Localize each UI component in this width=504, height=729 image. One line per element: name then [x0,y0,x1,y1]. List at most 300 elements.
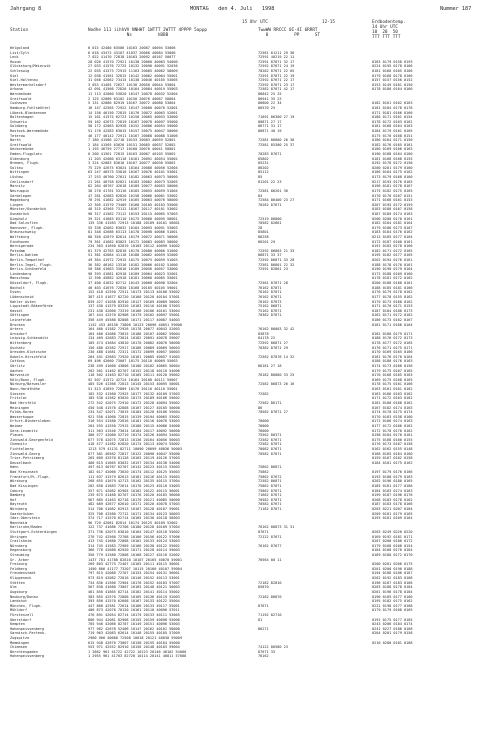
weather-groups: 86800 22 34 [258,101,282,106]
station-name: Fichtelberg [10,447,34,452]
weather-groups: 72581 86800 26 36 [258,138,295,143]
synop-groups: 497 613 40767 62707 10142 20123 40115 53003 [88,465,180,470]
station-name: Dresden-Klotzsche [10,350,47,355]
soil-temperature: 0188 0176 0172 0173 [372,336,413,341]
station-name: Chemnitz [10,442,28,447]
soil-temperature: 0174 0173 0166 0156 [372,364,413,369]
synop-groups: 316 554 41580 72816 10181 20116 40078 53003 [88,419,180,424]
synop-groups: 111 637 41579 82613 10181 20116 40115 55003 [88,474,180,479]
soil-temperature: 0195 0182 0177 0165 [372,253,413,258]
synop-groups: 5 131 42080 82919 10167 20072 40080 53004 [88,101,176,106]
soil-temperature: 0170 0163 0158 0160 [372,414,413,419]
soil-temperature: 0187 0189 0174 0163 [372,211,413,216]
station-name: Berlin-Tempelhof [10,258,45,263]
weather-groups: 70582 87671 [258,497,282,502]
station-name: Augsburg [10,589,28,594]
synop-groups: 311 563 41546 73014 10184 20117 40092 50000 [88,428,180,433]
synop-groups: 615 948 42670 73007 10158 20155 40104 55000 [88,640,180,645]
soil-temperature: 0188 0178 0170 0161 [372,262,413,267]
weather-groups: 28 [258,225,263,230]
weather-groups: 76564 00 11 [258,557,282,562]
soil-temperature: 0172 0166 0174 0163 [372,419,413,424]
synop-groups: 28 026 41570 72921 10138 20060 40063 54000 [88,59,178,64]
weather-groups: 85112 [258,170,269,175]
synop-groups: 387 415 41677 82720 10160 20120 40104 57001 [88,294,180,299]
weather-groups: 70582 82661 [258,221,282,226]
synop-groups: 202 501 41462 82707 10152 20118 40110 54006 [88,368,180,373]
weather-groups: 72591 87671 32 17 [258,59,295,64]
weather-groups: 72582 86873 26 16 [258,382,295,387]
soil-temperature: 0153 0149 0161 0150 [372,82,413,87]
soil-temperature: 0222 0198 0177 0168 [372,603,413,608]
volume-label: Jahrgang 8 [10,6,42,12]
period-label: 12-15 [322,20,335,25]
synop-groups: 265 609 42570 81128 10163 20119 40126 57003 [88,456,180,461]
weather-groups: 76162 86003 32 42 [258,327,295,332]
weather-groups: 71682 87671 [258,493,282,498]
synop-groups: 371 738 42075 63010 10164 20147 40118 55002 [88,529,180,534]
synop-groups: 46 177 46142 72911 10167 20068 40088 51006 [88,133,178,138]
weather-groups: 86271 [258,626,269,631]
station-name: Arnsdorf [10,331,28,336]
station-table [0,46,504,659]
soil-temperature: 0209 0181 0179 0165 [372,511,413,516]
synop-groups: 51 381 42084 41118 10188 20062 40059 52000 [88,253,178,258]
soil-temperature: 0201 0196 0178 0164 [372,589,413,594]
soil-temperature: 0182 0184 0181 0164 [372,221,413,226]
soil-temperature: 0186 0171 0161 0154 [372,115,413,120]
synop-groups: 325 708 42580 72712 10171 20134 40123 50003 [88,511,180,516]
synop-groups: 1490 806 41177 73207 10115 20160 40107 59004 [88,566,182,571]
soil-temperature: 0169 0192 0181 0171 [372,534,413,539]
weather-groups: 87671 [258,603,269,608]
station-name: Bonn-Hardthöhe [10,387,40,392]
weather-groups: 70282 87671 [258,202,282,207]
station-name: Kiel [10,73,19,78]
soil-temperature: 0196 0181 0178 0167 [372,184,413,189]
station-name: Hof [10,497,17,502]
synop-groups: 977 962 42678 52406 10147 20162 40101 58000 [88,626,180,631]
synop-groups: 22 305 41570 73409 10168 20105 40103 55000 [88,202,178,207]
soil-temperature: 0181 0184 0178 0176 [372,105,413,110]
weather-groups: 76162 87871 [258,285,282,290]
station-name: Zinnwald-Georgenfeld [10,437,53,442]
soil-temperature: 0196 0185 0177 0160 [372,594,413,599]
synop-groups: 2 184 41565 63026 10151 20085 40037 52002 [88,142,176,147]
weather-groups: 85801 [258,230,269,235]
soil-temperature: 0243 0206 0184 0174 [372,622,413,627]
soil-temperature: 0159 0167 0162 0158 [372,456,413,461]
synop-groups: 185 538 41582 63020 10173 20109 40106 59002 [88,396,180,401]
weather-groups: 72581 86801 22 32 [258,262,295,267]
synop-groups: 134 469 42683 73014 10182 20091 40078 59007 [88,336,180,341]
station-name: Dubeln-Hirschfeld [10,354,47,359]
soil-temperature: 0182 0180 0179 0171 [372,331,413,336]
soil-temperature: 0203 0188 0178 0164 [372,585,413,590]
station-name: Nürnberg [10,506,28,511]
synop-groups: 1437 781 41780 82810 10107 20165 40070 59001 [88,557,182,562]
synop-groups: 393 856 41570 62608 10167 20133 40122 55004 [88,599,180,604]
synop-groups: 14 156 46150 72815 10176 20072 40063 52001 [88,110,178,115]
synop-groups: 806 944 42081 82908 10155 20159 40098 55006 [88,617,180,622]
synop-groups: 238 499 41660 43806 10180 20102 40065 50004 [88,364,180,369]
synop-groups: 350 779 41580 72808 10168 20127 40118 52002 [88,553,180,558]
station-name: Bayreuth [10,502,28,507]
weather-groups: 72582 86871 [258,479,282,484]
soil-temperature: 0203 0221 0207 0184 [372,506,413,511]
soil-temperature: 0172 0170 0170 0162 [372,428,413,433]
synop-groups: 38 270 41761 53116 10183 20055 40059 51004 [88,188,178,193]
synop-groups: 476 891 42054 62714 10179 20133 40111 53005 [88,612,180,617]
station-name: Düsseldorf, Flugh. [10,281,49,286]
weather-groups: 72592 86871 27 [258,341,288,345]
station-name: Saarbrücken [10,511,34,516]
synop-groups: 21 261 46758 62821 10183 20062 40073 52005 [88,179,178,184]
soil-temperature: 0175 0182 0175 0165 [372,188,413,193]
weather-groups: 70582 87671 [258,502,282,507]
weather-groups: 72581 85300 25 37 [258,142,295,147]
station-name: Gera-Leumnitz [10,428,38,433]
weather-groups: 86181 27 18 [258,364,282,369]
station-name: Greifswald [10,142,32,147]
station-name: Garmisch-Partenk. [10,631,47,636]
station-name: Arkona [10,87,23,92]
station-name: Bad Salzuflen [10,221,38,226]
station-name: Kassel [10,308,23,313]
soil-temperature: 0179 0173 0168 0162 [372,299,413,304]
weather-groups: 76162 87677 [258,543,282,548]
station-name: Gr. Arber [10,557,30,562]
synop-groups: 92 507 41572 42724 10164 20108 40111 59007 [88,377,178,382]
station-name: Hohenpeissenberg [10,654,45,659]
soil-temperature: 0200 0188 0188 0161 [372,281,413,286]
station-name: Magdeburg [10,198,30,203]
station-name: Wittenberg [10,341,32,345]
station-name: Glückshurg/Meierwik [10,64,51,69]
soil-temperature: 0179 0168 0168 0154 [372,543,413,548]
weather-groups: 75862 87671 [258,488,282,493]
station-name: Frankfurt/M.-Flugh. [10,474,51,479]
station-name: Chiemsee [10,645,28,650]
soil-temperature: 0176 0179 0178 0162 [372,290,413,295]
soil-temperature: 0203 0249 0220 0220 [372,529,413,534]
synop-groups: 413 745 41680 72808 10162 20133 40124 53003 [88,539,180,544]
synop-groups: 182 532 41560 72925 10177 20132 40109 57003 [88,391,180,396]
synop-groups: 7 180 41586 42718 10153 20083 40059 52001 [88,138,176,143]
issue-number: Nummer 187 [440,6,472,12]
synop-groups: 1213 579 41131 82711 10090 20099 40036 50003 [88,447,182,452]
soil-temperature: 0202 0196 0180 0165 [372,479,413,484]
station-name: Lingen [10,202,23,207]
synop-groups: 76 291 41682 42919 10165 20063 40076 58000 [88,198,178,203]
soil-temperature: 0173 0179 0168 0160 [372,175,413,180]
weather-groups: 72582 [258,391,269,396]
soil-temperature: 0213 0185 0177 0164 [372,234,413,239]
synop-groups: 135 336 41583 72913 10188 20109 40101 58001 [88,221,180,226]
station-name: Eindhoven [10,239,30,244]
synop-groups: 264 555 41550 72915 10180 20115 40086 54000 [88,423,180,428]
station-name: Lindenberg [10,271,32,276]
station-name: Landshut [10,599,28,604]
soil-temperature: 0175 0168 0160 0155 [372,437,413,442]
station-name: Hohenpeissenberg [10,626,45,631]
station-name: Brocken [10,322,25,327]
station-name: Fulda-Horas [10,410,34,415]
soil-temperature: 0181 0168 0168 0155 [372,156,413,161]
weather-groups: 72592 87671 23 17 [258,82,295,87]
weather-groups: 72182 86870 [258,594,282,599]
soil-temperature: 0179 0179 0168 0165 [372,608,413,613]
soil-temperature: 0200 0201 0206 0175 [372,562,413,567]
synop-groups: 3 053 41465 72627 10138 20050 40044 53004 [88,82,176,87]
station-name: Bamberg [10,493,25,498]
station-name: Mühldorf [10,608,28,613]
weather-groups: 71182 87671 [258,506,282,511]
weather-groups: 76162 87671 [258,294,282,299]
soil-temperature: 0191 0183 0178 0166 [372,244,413,249]
weather-groups: 76162 [258,654,269,659]
soil-temperature: 0176 0171 0175 0171 [372,345,413,350]
synop-groups: 921 550 41060 72815 10139 20194 40065 53002 [88,414,180,419]
synop-groups: 356 449 45580 82808 10171 20117 40087 54003 [88,317,180,322]
station-name: Bad Kissingen [10,483,38,488]
weather-groups: 72581 86201 36 [258,188,288,193]
weather-groups: 85870 [258,585,269,590]
weather-groups: 70382 87671 [258,313,282,318]
soil-temperature: 0178 0172 0163 0162 [372,119,413,124]
soil-temperature: 0178 0177 0172 0165 [372,341,413,345]
synop-groups: 719 963 42083 62614 10148 20155 40105 57009 [88,631,180,636]
station-name: Rostock-Warnemünde [10,128,49,133]
synop-groups: 1 2862 961 41722 42722 10123 20146 40102 54000 [88,649,187,654]
synop-groups: 877 578 42075 72813 10136 20164 40056 50003 [88,437,180,442]
synop-groups: 374 717 41570 62714 10165 20130 40118 58003 [88,516,180,521]
synop-groups: 282 658 41683 72614 10170 20123 40110 53003 [88,483,180,488]
synop-groups: 314 700 41082 62913 10167 20128 40107 59001 [88,506,180,511]
synop-groups: 75 229 42675 63024 10164 20080 40056 52004 [88,165,178,170]
weather-groups: 70282 87671 22 05 [258,69,295,74]
synop-groups: 1142 453 46150 73806 10123 20096 40051 59000 [88,322,182,327]
station-name: Leck [10,55,19,60]
synop-groups: 239 675 41460 82707 10176 20120 40103 56000 [88,493,180,498]
weather-groups: 75862 [258,470,269,475]
station-name: Artern [10,327,23,332]
soil-temperature: 0184 0179 0161 0165 [372,128,413,133]
soil-temperature: 0162 0162 0155 0148 [372,447,413,452]
synop-groups: 314 745 41583 72909 10166 20130 40122 55002 [88,543,180,548]
weather-groups: 87671 33 [258,649,276,654]
station-name: Zugspitze [10,636,30,640]
station-name: Berlin-Dahlem [10,253,38,258]
synop-groups: 734 836 41566 72904 10176 20152 40103 57007 [88,580,180,585]
station-name: Berlin-Schönefeld [10,267,47,272]
station-name: Kiel-Holtenau [10,78,38,83]
weather-groups: 72591 87671 22 19 [258,73,295,78]
station-name: Neuruppin [10,188,30,193]
station-name: Deuselbach [10,460,32,465]
soil-temperature: 0163 0166 0163 0162 [372,391,413,396]
soil-temperature: 0200 0200 0170 0161 [372,216,413,221]
station-name: Idar-Oberstein [10,516,40,521]
soil-temperature: 0186 0164 0171 0156 [372,138,413,143]
weather-groups: 87671 [258,529,269,534]
weather-groups: 86941 35 23 [258,96,282,101]
synop-groups: 59 162 42675 72819 10167 20078 40097 55000 [88,119,178,124]
soil-temperature: 0183 0180 0167 0158 [372,207,413,212]
synop-groups: 17 253 46760 27611 10182 20063 40073 50000 [88,175,178,180]
soil-temperature: 0200 0201 0179 0160 [372,165,413,170]
synop-groups: 567 838 41680 73007 10165 20148 40121 50003 [88,585,180,590]
soil-temperature: 0177 0170 0155 0162 [372,294,413,299]
weather-groups: 81 [258,617,263,622]
synop-groups: 81 348 42686 63113 10178 20090 40086 51001 [88,230,178,235]
synop-groups: 3 224 42083 63018 10167 20077 40030 55002 [88,161,176,166]
synop-groups: 272 542 42075 72910 10172 20128 40094 55002 [88,400,180,405]
synop-groups: 461 850 41865 82714 10162 20141 40114 55002 [88,589,180,594]
soil-temperature: 0183 0184 0176 0162 [372,230,413,235]
synop-groups: 567 685 41463 82718 10170 20121 40085 50000 [88,497,180,502]
soil-temperature: 0202 0192 0183 0168 [372,576,413,581]
soil-temperature: 0202 0194 0176 0161 [372,258,413,263]
weather-groups: 71192 82710 [258,612,282,617]
station-name: Westermarkelsdorf [10,82,47,87]
weather-groups: 72581 87871 28 [258,281,288,286]
station-name: Feldberg [10,566,28,571]
weather-groups: 75862 86871 [258,465,282,470]
synop-groups: 1 2955 961 41703 82720 10114 20141 40011 57008 [88,654,187,659]
synop-groups: 234 363 41650 62819 10183 20112 40099 54002 [88,244,180,249]
weather-groups: 72591 82801 23 [258,267,288,272]
synop-groups: 51 513 41659 72809 10176 20110 40110 55001 [88,387,178,392]
station-name: Cottbus [10,359,25,364]
synop-groups: 357 671 42082 62905 10162 20122 40115 56001 [88,488,180,493]
soil-temperature: 0190 0188 0164 0160 [372,152,413,157]
soil-temperature: 0157 0157 0156 0152 [372,78,413,83]
weather-groups: 72581 01211 29 36 [258,50,295,55]
soil-temperature: 0191 0175 0177 0165 [372,617,413,622]
weather-groups: 71691 86300 27 19 [258,115,295,120]
station-name: Bremen, Flugh. [10,161,40,166]
synop-groups: 797 815 42080 72707 10153 20154 40131 56001 [88,571,180,576]
synop-groups: 839 427 41038 82910 10127 20169 40089 50002 [88,299,180,304]
weather-groups: 72591 40219 22 11 [258,55,295,60]
station-name: München, Flugh. [10,603,43,608]
station-name: Lippstadt-Bökenförde [10,304,53,309]
station-name: Nürburg/Barweiler [10,382,47,387]
soil-temperature: 0185 0181 0177 0166 [372,483,413,488]
soil-temperature: 0182 0171 0172 0162 [372,313,413,318]
synop-groups: 234 547 42071 73015 10184 20120 40106 55004 [88,410,180,415]
synop-groups: 230 488 41681 72311 10172 20099 40057 50003 [88,350,180,355]
soil-temperature: 0186 0164 0175 0162 [372,170,413,175]
station-name: Schwerin [10,119,28,124]
station-name: Erfurt-Bindersleben [10,419,51,424]
station-name: Gardelegen [10,193,32,198]
station-name: Freudenstadt [10,571,36,576]
soil-temperature: 0170 0170 0167 0151 [372,193,413,198]
weather-groups: 72182 82810 [258,580,282,585]
station-name: Stuttgart-Echterdingen [10,529,57,534]
weather-groups: 83878 [258,331,269,336]
soil-temperature: 0184 0180 0176 0164 [372,548,413,553]
synop-groups: 7 022 41470 72818 10163 20092 40167 50077 [88,55,176,60]
weather-groups: 75862 87671 [258,483,282,488]
soil-temperature: 0224 0195 0178 0166 [372,64,413,69]
synop-groups: 49 384 41972 72915 10175 20075 40059 51003 [88,258,178,263]
station-name: Bad Kreuznach [10,470,38,475]
date-title: MONTAG den 4. Juli 1998 [190,6,275,12]
station-name: Bad Hersfeld [10,400,36,405]
soil-temperature: 0187 0184 0180 0173 [372,308,413,313]
weather-groups: 70283 87671 [258,152,282,157]
weather-groups: 85 [258,175,263,180]
soil-temperature: 0169 0175 0168 0165 [372,377,413,382]
soil-temperature: 0207 0195 0172 0159 [372,202,413,207]
soil-temperature: 0204 0201 0179 0158 [372,631,413,636]
station-name: Öhringen [10,534,28,539]
soil-temperature: 0179 0188 0173 0167 [372,225,413,230]
station-name: Goldberg [10,124,28,129]
soil-temperature: 0199 0187 0196 0176 [372,493,413,498]
synop-groups: 366 776 42680 62920 10171 20128 40114 59003 [88,548,180,553]
station-name: Marnitz [10,184,25,189]
weather-column-header: TwwWW RRCCC 0I-4I 6RRRT 8 PP ST [258,28,321,38]
weather-groups: 86 [258,405,263,410]
station-name: Klippeneck [10,576,32,581]
station-name: Ulm [10,585,17,590]
weather-groups: 76162 86873 31 31 [258,525,295,530]
soil-temperature: 0172 0188 0169 0160 [372,271,413,276]
synop-groups: 15 161 41575 62723 10150 20065 40053 53000 [88,115,178,120]
synop-groups: 182 617 42066 73020 10174 20112 40125 55003 [88,470,180,475]
soil-temperature: 0170 0169 0165 0166 [372,350,413,355]
synop-groups: 450 548 41576 42808 10167 20127 40105 50000 [88,405,180,410]
soil-temperature: 0179 0175 0167 0165 [372,368,413,373]
weather-groups: 72582 87876 14 32 [258,354,295,359]
station-name: Coburg [10,488,23,493]
soil-temperature: 0179 0160 0178 0166 [372,73,413,78]
station-name: Husum [10,59,21,64]
synop-groups: 480 615 41665 63032 10157 20134 40138 54006 [88,460,180,465]
station-name: Neuburg/Donau [10,594,38,599]
soil-temperature: 0181 0171 0166 0164 [372,322,413,327]
synop-groups: 122 737 41686 72708 10180 20128 40109 57004 [88,525,180,530]
station-name: Warnemünde [10,92,32,97]
synop-groups: 973 819 42082 72816 10146 20152 40113 53001 [88,576,180,581]
time-utc-label: 15 Uhr UTC [242,20,268,25]
station-name: Göttingen [10,313,30,318]
soil-temperature: 0181 0180 0168 0162 [372,400,413,405]
station-name: Nörvenich [10,373,30,378]
soil-temperature: 0168 0165 0164 0160 [372,451,413,456]
station-name: Oberstdorf [10,617,32,622]
synop-groups: 63 247 46575 53016 10167 20076 40101 53001 [88,170,178,175]
soil-temperature: 0193 0181 0169 0164 [372,516,413,521]
weather-groups: 86201 29 [258,239,276,244]
soil-temperature: 0183 0179 0158 0193 [372,59,413,64]
weather-groups: 86570 25 [258,105,276,110]
synop-groups: 268 655 41679 42713 10162 20135 40115 57004 [88,479,180,484]
soil-temperature: 0186 0173 0162 0167 [372,317,413,322]
station-name: Wittingen [10,170,30,175]
synop-groups: 6 015 42480 63506 10163 20087 40094 53006 [88,46,176,50]
station-name: Wernigerode [10,244,34,249]
station-name: Fritzlar [10,396,28,401]
soil-temperature: 0217 0193 0176 0165 [372,179,413,184]
station-name: Berlin-Tegel, Flugh. [10,262,53,267]
soil-temperature: 0182 0171 0172 0165 [372,248,413,253]
synop-groups: 164 460 41582 72926 10178 20077 40043 52003 [88,327,180,332]
